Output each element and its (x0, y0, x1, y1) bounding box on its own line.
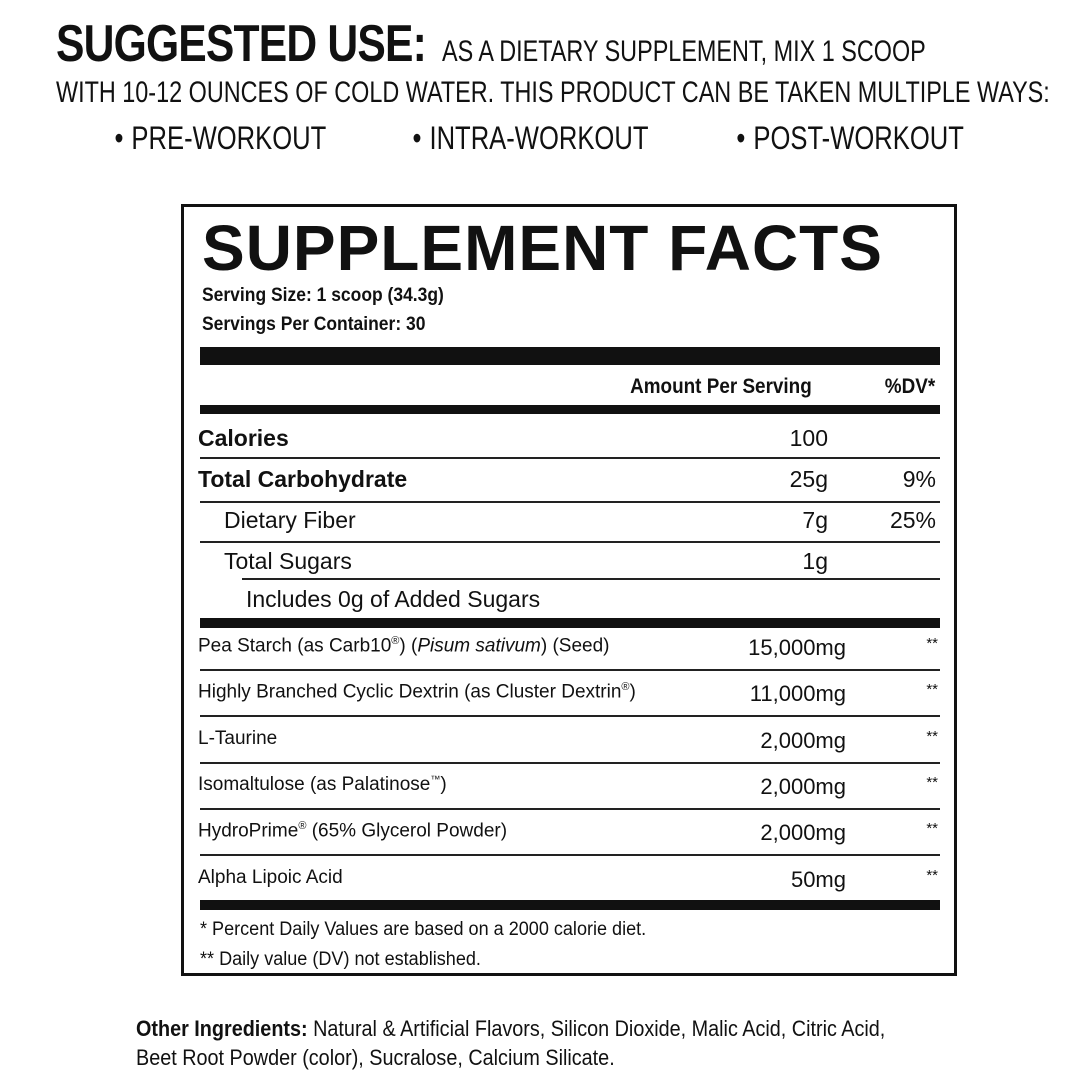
medium-divider (200, 900, 940, 910)
thick-divider (200, 347, 940, 365)
supplement-facts-panel: SUPPLEMENT FACTS Serving Size: 1 scoop (34.3g) Servings Per Container: 30 Amount Per Serving %DV* Calories 100 Total Carbohydrate 25g 9% Dietary Fiber 7g 25% Total Sugars 1g Includes 0g of Added Sugars Pea Starch (as Carb10®) (Pisum sativum) (Seed) 15,000mg ** Highly Branched Cyclic Dextrin (as Cluster Dextrin®) 11,000mg ** L-Taurine 2,000mg ** Isomaltulose (as Palatinose™) 2,000mg ** HydroPrime® (65% Glycerol Powder) 2,000mg ** Alpha Lipoic Acid 50mg ** * Percent Daily Values are based on a 2000 calorie diet. ** Daily value (DV) not established. (181, 204, 957, 976)
usage-list (0, 120, 1080, 157)
footnote-dv: * Percent Daily Values are based on a 2000 calorie diet. (200, 919, 647, 940)
dv-header: %DV* (884, 375, 936, 398)
servings-per-container: Servings Per Container: 30 (202, 314, 426, 335)
suggested-use-section (56, 15, 1050, 109)
row-divider (242, 578, 940, 580)
suggested-use-line1 (56, 15, 1046, 73)
other-ingredients-text-line1: Natural & Artificial Flavors, Silicon Dioxide, Malic Acid, Citric Acid, (307, 1016, 886, 1041)
facts-title: SUPPLEMENT FACTS (202, 212, 883, 284)
bullet-icon: • (412, 120, 422, 156)
other-ingredients-label: Other Ingredients: (136, 1016, 308, 1041)
row-divider (200, 669, 940, 671)
medium-divider (200, 405, 940, 414)
usage-item-post-workout: • POST-WORKOUT (736, 120, 964, 156)
row-divider (200, 808, 940, 810)
bullet-icon: • (736, 120, 746, 156)
row-divider (200, 541, 940, 543)
other-ingredients-text-line2: Beet Root Powder (color), Sucralose, Calcium Silicate. (136, 1045, 615, 1070)
medium-divider (200, 618, 940, 628)
row-divider (200, 457, 940, 459)
row-divider (200, 854, 940, 856)
amount-per-serving-header: Amount Per Serving (630, 375, 812, 398)
row-divider (200, 501, 940, 503)
row-divider (200, 762, 940, 764)
suggested-use-text-line1: AS A DIETARY SUPPLEMENT, MIX 1 SCOOP (441, 35, 926, 68)
other-ingredients (136, 1014, 1036, 1072)
row-divider (200, 715, 940, 717)
usage-item-intra-workout: • INTRA-WORKOUT (412, 120, 649, 156)
serving-size: Serving Size: 1 scoop (34.3g) (202, 285, 444, 306)
footnote-not-established: ** Daily value (DV) not established. (200, 949, 481, 970)
bullet-icon: • (114, 120, 124, 156)
usage-item-pre-workout: • PRE-WORKOUT (114, 120, 327, 156)
suggested-use-text-line2: WITH 10-12 OUNCES OF COLD WATER. THIS PRODUCT CAN BE TAKEN MULTIPLE WAYS: (56, 76, 1050, 109)
suggested-use-title: SUGGESTED USE: (56, 15, 426, 73)
